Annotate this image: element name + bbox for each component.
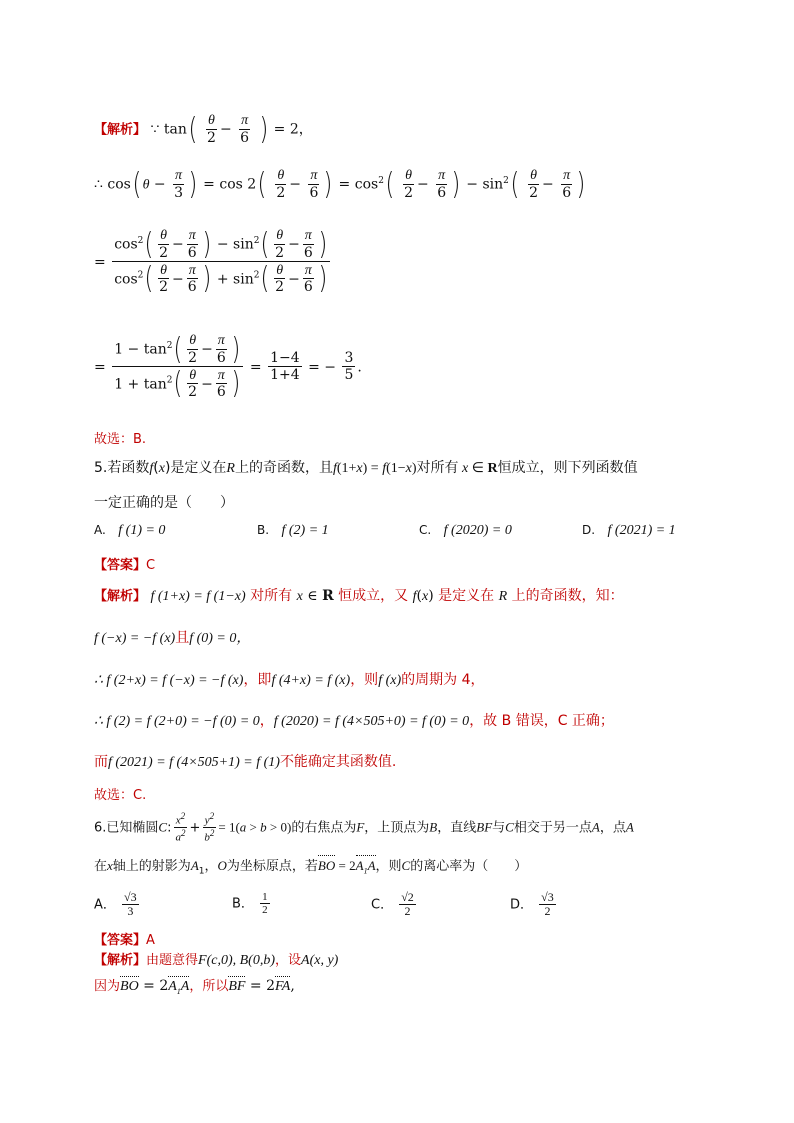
q6-text: ，点 (599, 820, 626, 836)
q5-text: 恒成立，则下列函数值 (497, 460, 638, 476)
text: ，则 (350, 672, 379, 688)
math: f (1+x) = f (1−x) (150, 589, 246, 604)
text: ，故 B 错误，C 正确； (469, 713, 614, 729)
q5-option-c[interactable] (419, 522, 512, 539)
equation-tail: = 2， (273, 121, 313, 138)
q6-solution-line-1 (94, 949, 338, 969)
q6-text: ，则 (375, 859, 402, 874)
math: A(x, y) (301, 953, 339, 968)
q5-solution-line-4 (94, 710, 614, 730)
answer-value: A (146, 933, 155, 948)
option-letter: B． (232, 896, 254, 912)
text: ，即 (243, 672, 272, 688)
q5-solution-line-2 (94, 627, 250, 647)
math: f (2021) = f (4×505+1) = f (1) (108, 755, 280, 770)
solution-line-3: = $\cos^2$( $\frac{\theta}{2}$ − $\frac{\pi}{6}$ ) − $\sin^2$( $\frac{\theta}{2}$ − $\frac{\pi}{6}$ ) $\cos^2$( $\frac{\theta}{2}$ − $\frac{\pi}{6}$ ) + $\sin^2$( $\frac{\theta}{2}$ − $\frac{\pi}{6}$ ) (94, 228, 332, 297)
text: ， (259, 713, 274, 729)
analysis-tag: 【解析】 (94, 122, 147, 138)
text: 不能确定其函数值. (279, 754, 397, 770)
solution-line-2: ∴ cos(θ − $\frac{\pi}{3}$ ) = cos 2( $\frac{\theta}{2}$ − $\frac{\pi}{6}$ ) = $\cos^2$( $\frac{\theta}{2}$ − $\frac{\pi}{6}$ ) − $\sin^2$( $\frac{\theta}{2}$ − $\frac{\pi}{6}$ ) (94, 167, 586, 202)
equals-minus: = − (308, 359, 337, 376)
q5-solution-line-1: 【解析】 f (1+x) = f (1−x) 对所有 x ∈ R 恒成立，又 f(x) 是定义在 R 上的奇函数，知： (94, 588, 624, 604)
math: ∴ f (2) = f (2+0) = −f (0) = 0 (94, 714, 260, 729)
because-symbol: ∵ (150, 121, 160, 138)
q6-text: 与 (492, 820, 506, 836)
therefore-symbol: ∴ (94, 176, 103, 193)
option-letter: C. (419, 523, 432, 537)
q5-stem-line-2: 一定正确的是（ ） (94, 495, 234, 511)
option-expr: f (1) = 0 (118, 523, 166, 538)
q6-option-a[interactable]: A． $\frac{√3}{3}$ (94, 890, 137, 919)
option-letter: A． (94, 897, 116, 913)
q6-text: 相交于另一点 (513, 820, 592, 836)
q6-text: 在 (94, 859, 108, 874)
q6-text: 轴上的射影为 (112, 859, 191, 874)
text: 上的奇函数，知： (511, 588, 624, 604)
math: f (2020) = f (4×505+0) = f (0) = 0 (273, 714, 470, 729)
text: 且 (175, 630, 190, 646)
q6-text: ，直线 (437, 820, 477, 836)
option-letter: B. (257, 523, 270, 537)
q6-text: 为坐标原点，若 (226, 859, 318, 874)
math: f (−x) = −f (x) (94, 631, 176, 646)
text: ，所以 (189, 979, 229, 994)
answer-tag: 【答案】 (94, 558, 147, 573)
text: 因为 (94, 979, 121, 994)
q6-stem-line-2: 在x轴上的射影为$A_1$，O为坐标原点，若BO = $2A_1A$，则C的离心率为（ ） (94, 858, 528, 877)
text: 的周期为 4， (401, 672, 485, 688)
answer-value: C (146, 558, 156, 573)
option-expr: f (2020) = 0 (443, 523, 512, 538)
text: 而 (94, 754, 108, 770)
math: F(c,0), B(0,b) (198, 953, 275, 968)
solution-line-4: = $1 - \tan^2$( $\frac{\theta}{2}$ − $\frac{\pi}{6}$ ) $1 + \tan^2$( $\frac{\theta}{2}$ − $\frac{\pi}{6}$ ) = $\frac{1-4}{1+4}$ = − $\frac{3}{5}$ . (94, 332, 362, 401)
q5-option-a[interactable] (94, 522, 165, 539)
math: f (0) = 0， (189, 631, 251, 646)
text: 由题意得 (146, 953, 199, 968)
q6-option-c[interactable]: C． $\frac{√2}{2}$ (371, 890, 414, 919)
q6-option-d[interactable]: D． $\frac{√3}{2}$ (510, 890, 554, 919)
q6-number: 6.已知椭圆 (94, 820, 159, 836)
option-letter: C． (371, 897, 394, 913)
answer-tag: 【答案】 (94, 933, 147, 948)
text: 对所有 (250, 588, 293, 604)
q5-text: 上的奇函数，且 (234, 460, 333, 476)
option-expr: f (2021) = 1 (607, 523, 676, 538)
q5-solution-line-3 (94, 669, 484, 689)
period: . (357, 359, 362, 376)
q6-text: 的右焦点为 (291, 820, 357, 836)
answer-q4: 故选：B. (94, 432, 147, 447)
analysis-tag: 【解析】 (94, 953, 147, 968)
q5-solution-line-5 (94, 751, 396, 771)
option-expr: f (2) = 1 (281, 523, 329, 538)
option-letter: D. (582, 523, 596, 537)
q5-number: 5.若函数 (94, 460, 150, 476)
q5-final-answer: 故选：C. (94, 788, 147, 803)
text: ，设 (275, 953, 302, 968)
math: f (x) (378, 673, 402, 688)
q6-text: ，上顶点为 (364, 820, 430, 836)
option-letter: A. (94, 523, 106, 537)
q6-text: ， (204, 859, 218, 874)
q6-solution-line-2: 因为BO = $2A_1A$，所以BF = 2FA, (94, 978, 295, 996)
option-letter: D． (510, 897, 534, 913)
math: ∴ f (2+x) = f (−x) = −f (x) (94, 673, 244, 688)
text: 是定义在 (438, 588, 495, 604)
q5-text: 对所有 (416, 460, 459, 476)
q5-text: 是定义在 (170, 460, 227, 476)
q5-answer-line (94, 554, 155, 573)
q6-option-b[interactable]: B． $\frac{1}{2}$ (232, 891, 268, 917)
math: f (4+x) = f (x) (271, 673, 351, 688)
text: 恒成立，又 (338, 588, 409, 604)
q5-stem-line-1: 5.若函数f(x)是定义在R上的奇函数，且f(1+x) = f(1−x)对所有 x ∈ R恒成立，则下列函数值 (94, 460, 638, 476)
q5-option-b[interactable] (257, 522, 329, 539)
q6-answer-line (94, 929, 155, 948)
solution-line-1: 【解析】 ∵ tan( $\frac{\theta}{2}$ − $\frac{\pi}{6}$ ) = 2， (94, 112, 313, 147)
q6-stem-line-1: 6.已知椭圆C: $\frac{x^2}{a^2}$ + $\frac{y^2}{b^2}$ = 1(a > b > 0)的右焦点为F，上顶点为B，直线BF与C相交于另一点A，点A (94, 811, 634, 844)
q6-text: 的离心率为（ ） (410, 859, 528, 874)
analysis-tag: 【解析】 (94, 589, 147, 604)
q5-option-d[interactable] (582, 522, 676, 539)
